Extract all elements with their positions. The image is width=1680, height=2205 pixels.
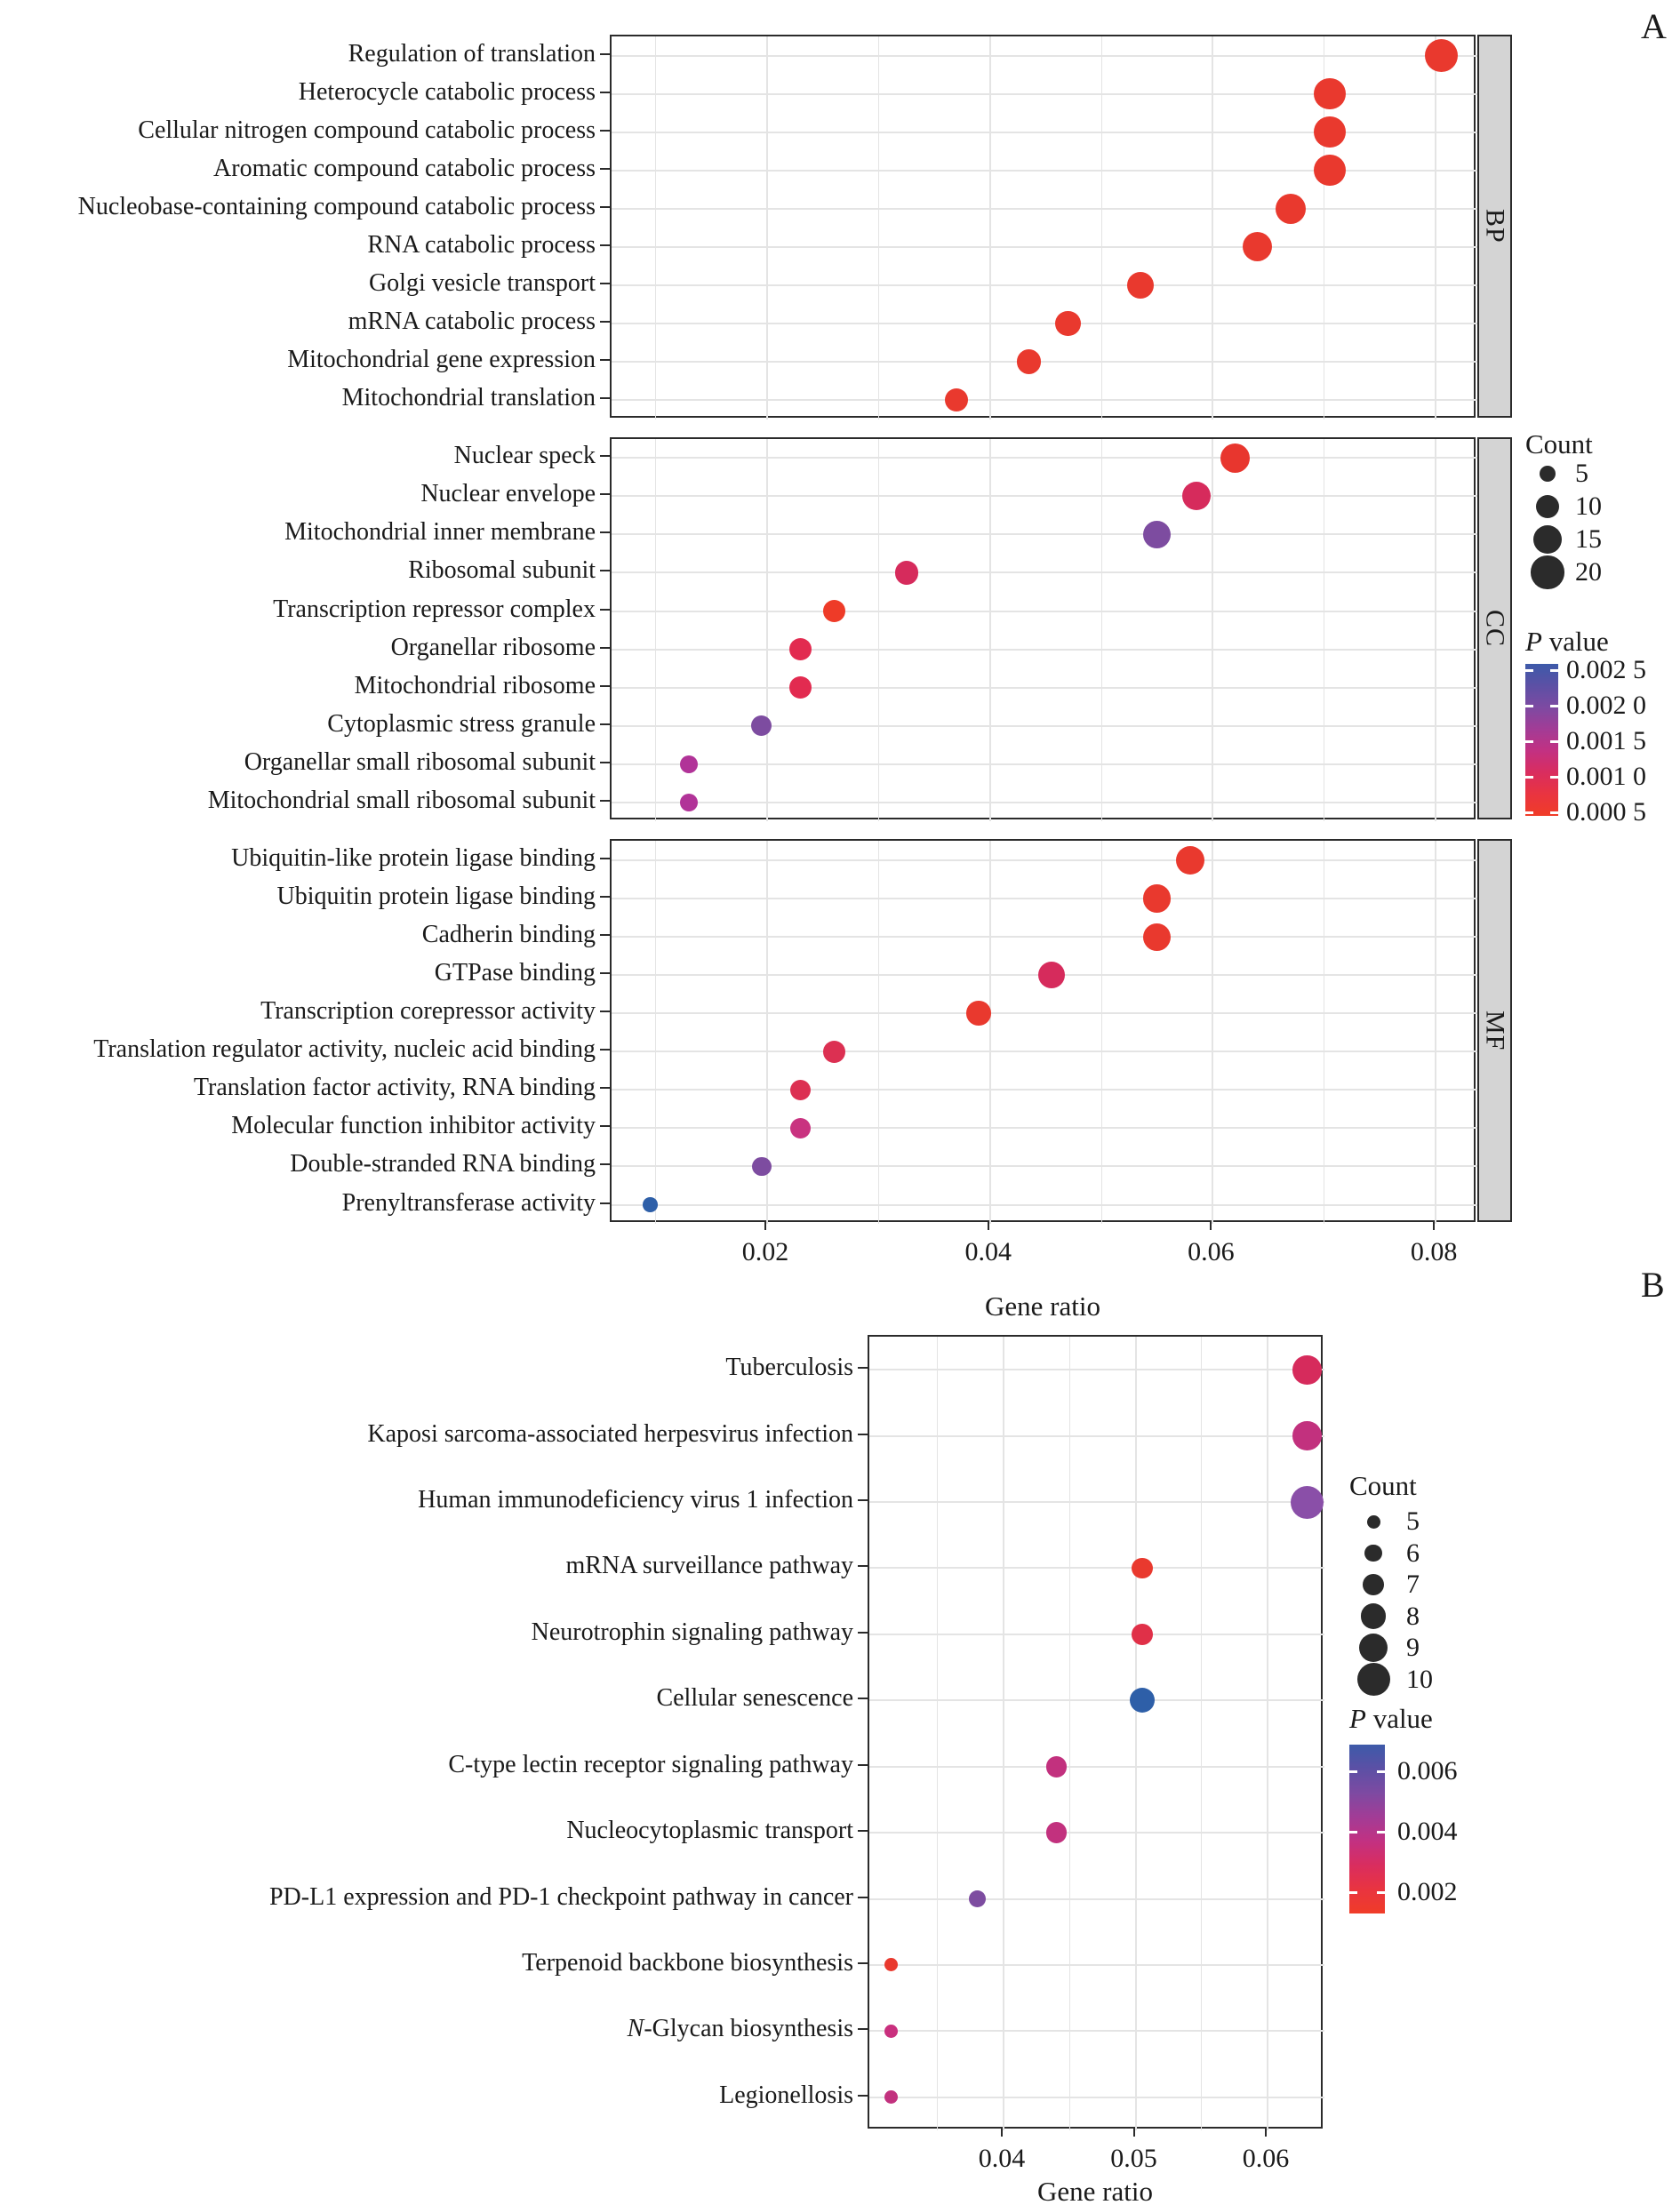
category-label: Translation regulator activity, nucleic acid binding [93,1035,596,1064]
count-legend-dot [1364,1545,1381,1562]
data-point-dot [1143,923,1171,951]
y-axis-tick [600,1087,610,1089]
data-point-dot [1143,884,1171,912]
category-label: mRNA surveillance pathway [565,1552,853,1580]
y-axis-tick [858,1698,868,1699]
x-axis-tick-label: 0.05 [1110,2144,1157,2173]
facet-strip-mf [1477,839,1512,1222]
pvalue-tick-label: 0.006 [1397,1756,1458,1786]
row-gridline [869,2097,1324,2098]
category-label: Transcription corepressor activity [260,997,596,1026]
x-axis-tick-label: 0.04 [964,1237,1012,1267]
data-point-dot [1132,1624,1153,1645]
y-axis-tick [600,723,610,725]
x-axis-tick-label: 0.04 [978,2144,1026,2173]
row-gridline [612,323,1477,324]
y-axis-tick [600,1011,610,1012]
count-legend-title: Count [1525,428,1593,459]
category-label: GTPase binding [434,959,596,987]
y-axis-tick [600,896,610,898]
count-legend-dot [1363,1574,1384,1595]
minor-gridline [1069,1337,1070,2130]
count-legend-value: 8 [1406,1601,1420,1631]
y-axis-tick [600,647,610,649]
row-gridline [612,399,1477,401]
category-label: Kaposi sarcoma-associated herpesvirus infection [367,1419,853,1448]
colorbar-tick [1525,669,1533,672]
pvalue-legend-title: P value [1349,1703,1433,1734]
major-gridline [1267,1337,1268,2130]
category-label: Neurotrophin signaling pathway [531,1618,853,1646]
count-legend-dot [1359,1634,1388,1663]
data-point-dot [1017,349,1042,374]
x-axis-tick [1133,2129,1135,2137]
count-legend-value: 6 [1406,1538,1420,1568]
y-axis-tick [600,1163,610,1165]
data-point-dot [680,755,698,773]
category-label: mRNA catabolic process [348,308,596,336]
data-point-dot [1314,78,1345,109]
row-gridline [612,763,1477,765]
count-legend-dot [1367,1515,1380,1529]
y-axis-tick [858,1565,868,1567]
minor-gridline [1201,1337,1202,2130]
category-label: Regulation of translation [348,39,596,68]
data-point-dot [1055,311,1081,337]
pvalue-tick-label: 0.000 5 [1566,797,1646,827]
x-axis-tick-label: 0.08 [1410,1237,1458,1267]
y-axis-tick [600,321,610,323]
pvalue-tick-label: 0.002 [1397,1877,1458,1906]
category-label: Nucleocytoplasmic transport [566,1817,853,1845]
count-legend-dot [1357,1663,1390,1696]
row-gridline [612,132,1477,133]
data-point-dot [1314,116,1345,148]
facet-strip-label: MF [1480,1011,1510,1051]
y-axis-tick [600,1049,610,1051]
count-legend-value: 20 [1575,557,1602,587]
data-point-dot [1130,1688,1155,1713]
row-gridline [869,1832,1324,1834]
y-axis-tick [600,455,610,457]
data-point-dot [1046,1756,1068,1778]
x-axis-tick-label: 0.06 [1242,2144,1290,2173]
category-label: Transcription repressor complex [273,595,596,623]
y-axis-tick [858,1962,868,1964]
count-legend-value: 5 [1406,1506,1420,1536]
x-axis-tick [764,1222,766,1230]
facet-strip-label: BP [1480,208,1510,244]
row-gridline [612,649,1477,651]
row-gridline [869,1964,1324,1966]
y-axis-tick [600,858,610,859]
row-gridline [612,898,1477,899]
data-point-dot [969,1890,986,1907]
count-legend-dot [1533,525,1562,554]
category-label: Mitochondrial ribosome [354,671,596,699]
data-point-dot [884,2090,898,2104]
data-point-dot [966,1001,991,1026]
y-axis-tick [600,53,610,55]
category-label: Ubiquitin protein ligase binding [276,883,596,910]
colorbar-tick [1550,669,1558,672]
category-label: Double-stranded RNA binding [290,1150,596,1178]
y-axis-tick [600,934,610,936]
row-gridline [612,1127,1477,1129]
row-gridline [869,1898,1324,1900]
colorbar-tick [1525,740,1533,743]
data-point-dot [884,1958,898,1971]
y-axis-tick [600,685,610,687]
count-legend-title: Count [1349,1470,1417,1501]
category-label: Translation factor activity, RNA binding [193,1074,596,1102]
data-point-dot [1132,1558,1153,1579]
y-axis-tick [858,1499,868,1501]
y-axis-tick [600,531,610,533]
y-axis-tick [858,1367,868,1369]
category-label: Molecular function inhibitor activity [231,1112,596,1140]
y-axis-tick [600,283,610,284]
data-point-dot [1276,194,1306,224]
count-legend-dot [1536,495,1559,518]
category-label: Golgi vesicle transport [368,268,596,297]
row-gridline [869,1567,1324,1569]
category-label: C-type lectin receptor signaling pathway [448,1750,853,1778]
data-point-dot [643,1197,658,1212]
colorbar-tick [1550,705,1558,707]
y-axis-tick [858,1434,868,1435]
y-axis-tick [600,762,610,763]
category-label: Nuclear speck [453,442,596,470]
plot-panel-bp [610,35,1476,418]
pvalue-tick-label: 0.002 5 [1566,655,1646,684]
data-point-dot [1291,1486,1324,1519]
plot-panel-mf [610,839,1476,1222]
row-gridline [612,55,1477,57]
count-legend-value: 5 [1575,459,1588,488]
category-label: Nucleobase-containing compound catabolic process [77,192,596,220]
data-point-dot [751,715,772,736]
colorbar-tick [1377,1770,1385,1773]
row-gridline [612,533,1477,535]
data-point-dot [823,600,845,622]
colorbar-tick [1525,811,1533,814]
data-point-dot [1176,846,1204,875]
category-label: Ubiquitin-like protein ligase binding [231,843,596,872]
row-gridline [612,1051,1477,1052]
data-point-dot [1243,232,1272,261]
panel-a-letter: A [1641,6,1667,46]
y-axis-tick [600,359,610,361]
data-point-dot [1292,1421,1322,1450]
row-gridline [612,457,1477,459]
count-legend-value: 7 [1406,1570,1420,1599]
category-label: Tuberculosis [725,1354,853,1382]
y-axis-tick [600,168,610,170]
count-legend-value: 10 [1406,1664,1433,1694]
colorbar-tick [1349,1831,1357,1834]
data-point-dot [1046,1822,1068,1843]
row-gridline [869,1766,1324,1768]
facet-strip-bp [1477,35,1512,418]
y-axis-tick [600,244,610,246]
y-axis-tick [600,130,610,132]
data-point-dot [945,388,968,411]
row-gridline [869,1435,1324,1437]
y-axis-tick [600,800,610,802]
category-label: Mitochondrial translation [341,384,596,412]
data-point-dot [1127,272,1154,299]
row-gridline [612,611,1477,612]
row-gridline [869,1634,1324,1635]
plot-panel [868,1335,1323,2129]
y-axis-tick [858,2028,868,2030]
row-gridline [612,284,1477,286]
y-axis-tick [858,1897,868,1898]
row-gridline [869,1369,1324,1370]
data-point-dot [1425,39,1458,72]
data-point-dot [1220,443,1250,473]
y-axis-tick [600,397,610,399]
category-label: Organellar small ribosomal subunit [244,747,596,776]
data-point-dot [884,2025,898,2038]
data-point-dot [823,1041,845,1063]
colorbar-tick [1377,1891,1385,1894]
x-axis-tick [1001,2129,1003,2137]
data-point-dot [1038,962,1065,988]
pvalue-tick-label: 0.004 [1397,1817,1458,1846]
category-label: Human immunodeficiency virus 1 infection [418,1486,853,1514]
row-gridline [612,725,1477,727]
category-label: Cadherin binding [421,921,596,949]
major-gridline [1135,1337,1137,2130]
row-gridline [612,1089,1477,1091]
count-legend-value: 9 [1406,1633,1420,1662]
y-axis-tick [858,2095,868,2097]
row-gridline [612,208,1477,210]
y-axis-tick [600,92,610,93]
data-point-dot [752,1157,772,1177]
category-label: Organellar ribosome [390,633,596,661]
facet-strip-cc [1477,437,1512,820]
row-gridline [612,936,1477,938]
pvalue-tick-label: 0.002 0 [1566,691,1646,720]
row-gridline [869,1699,1324,1701]
row-gridline [612,1165,1477,1167]
panel-b-letter: B [1641,1265,1665,1305]
colorbar-tick [1525,705,1533,707]
count-legend-dot [1361,1603,1386,1628]
data-point-dot [790,1080,811,1100]
row-gridline [612,859,1477,861]
y-axis-tick [600,493,610,495]
row-gridline [612,1204,1477,1206]
x-axis-tick [1210,1222,1212,1230]
data-point-dot [1314,155,1345,186]
count-legend-value: 10 [1575,491,1602,521]
y-axis-tick [858,1764,868,1766]
minor-gridline [937,1337,938,2130]
category-label: Heterocycle catabolic process [298,77,596,106]
y-axis-tick [600,1125,610,1127]
major-gridline [1003,1337,1004,2130]
row-gridline [612,1012,1477,1014]
category-label: Cytoplasmic stress granule [327,709,596,738]
category-label: Mitochondrial inner membrane [284,518,596,547]
pvalue-tick-label: 0.001 0 [1566,762,1646,791]
panel-b-x-axis-title: Gene ratio [1037,2176,1153,2205]
y-axis-tick [600,609,610,611]
y-axis-tick [858,1632,868,1634]
colorbar-tick [1349,1891,1357,1894]
category-label: Nuclear envelope [420,480,596,508]
row-gridline [612,246,1477,248]
pvalue-colorbar [1525,664,1558,816]
category-label: N-Glycan biosynthesis [627,2015,853,2043]
category-label: Cellular nitrogen compound catabolic process [138,116,596,144]
category-label: Terpenoid backbone biosynthesis [522,1948,853,1977]
category-label: Mitochondrial gene expression [287,346,596,374]
data-point-dot [895,561,918,584]
row-gridline [869,2030,1324,2032]
category-label: Aromatic compound catabolic process [213,154,596,182]
category-label: RNA catabolic process [367,230,596,259]
colorbar-tick [1550,776,1558,779]
x-axis-tick [1265,2129,1267,2137]
count-legend-dot [1540,466,1556,483]
category-label: Mitochondrial small ribosomal subunit [207,786,596,814]
row-gridline [612,687,1477,689]
colorbar-tick [1550,811,1558,814]
data-point-dot [1292,1355,1322,1385]
x-axis-tick-label: 0.02 [741,1237,789,1267]
row-gridline [869,1501,1324,1503]
count-legend-value: 15 [1575,524,1602,554]
row-gridline [612,170,1477,172]
category-label: PD-L1 expression and PD-1 checkpoint pathway in cancer [268,1882,853,1911]
row-gridline [612,361,1477,363]
x-axis-tick [1433,1222,1435,1230]
plot-panel-cc [610,437,1476,820]
count-legend-dot [1531,555,1564,588]
row-gridline [612,571,1477,573]
data-point-dot [680,794,698,811]
x-axis-tick [988,1222,989,1230]
colorbar-tick [1377,1831,1385,1834]
colorbar-tick [1525,776,1533,779]
y-axis-tick [600,972,610,974]
facet-strip-label: CC [1480,610,1510,648]
x-axis-tick-label: 0.06 [1188,1237,1235,1267]
y-axis-tick [600,570,610,571]
row-gridline [612,93,1477,95]
data-point-dot [789,676,812,699]
category-label: Cellular senescence [656,1684,853,1713]
row-gridline [612,802,1477,803]
category-label: Legionellosis [719,2081,853,2109]
data-point-dot [789,638,812,660]
y-axis-tick [600,1202,610,1204]
y-axis-tick [858,1830,868,1832]
category-label: Ribosomal subunit [408,556,596,585]
data-point-dot [790,1118,811,1138]
data-point-dot [1182,482,1211,510]
panel-a-x-axis-title: Gene ratio [985,1290,1100,1322]
pvalue-colorbar [1349,1745,1385,1913]
category-label: Prenyltransferase activity [341,1188,596,1217]
pvalue-legend-title: P value [1525,626,1609,657]
colorbar-tick [1349,1770,1357,1773]
colorbar-tick [1550,740,1558,743]
y-axis-tick [600,206,610,208]
pvalue-tick-label: 0.001 5 [1566,726,1646,755]
row-gridline [612,495,1477,497]
data-point-dot [1143,521,1171,548]
